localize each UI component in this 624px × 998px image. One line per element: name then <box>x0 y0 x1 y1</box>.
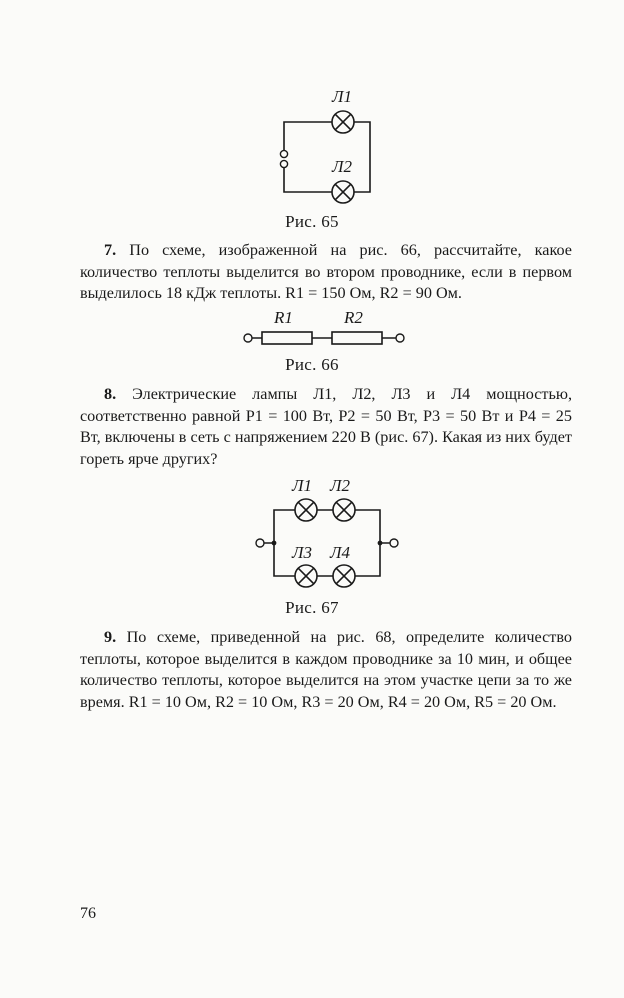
fig67-lamp4-label: Л4 <box>330 543 351 562</box>
fig67-lamp3-label: Л3 <box>292 543 313 562</box>
problem-9 <box>80 627 572 713</box>
problem-9-text: По схеме, приведенной на рис. 68, определите количество теплоты, которое выделится в каждом проводнике за 10 мин, и общее количество теплоты, которое выделится на этом участке цепи за то же время. R1 = 10 Ом, R2 = 10 Ом, R3 = 20 Ом, R4 = 20 Ом, R5 = 20 Ом. <box>80 628 573 711</box>
fig66-r1-label: R1 <box>274 308 293 327</box>
problem-7 <box>80 240 572 305</box>
fig66-resistor-r2 <box>332 332 382 344</box>
figure-67-caption: Рис. 67 <box>285 598 339 617</box>
fig67-lamp2-icon <box>333 499 355 521</box>
fig67-lamp3-icon <box>295 565 317 587</box>
fig66-r2-label: R2 <box>344 308 363 327</box>
page-number: 76 <box>80 905 96 922</box>
fig67-terminal-right <box>390 539 398 547</box>
fig66-resistor-r1 <box>262 332 312 344</box>
fig66-terminal-left <box>244 334 252 342</box>
fig65-lamp2-label: Л2 <box>332 157 353 176</box>
fig65-lamp1-label: Л1 <box>332 87 353 106</box>
figure-65-diagram <box>270 84 390 209</box>
figure-67-diagram <box>252 474 402 594</box>
problem-8-number: 8. <box>104 385 117 403</box>
fig67-terminal-left <box>256 539 264 547</box>
problem-8 <box>80 384 572 470</box>
fig65-lamp1-icon <box>332 111 354 133</box>
fig67-lamp4-icon <box>333 565 355 587</box>
fig67-junction-right <box>378 541 383 546</box>
fig67-lamp1-label: Л1 <box>292 476 313 495</box>
fig67-lamp2-label: Л2 <box>330 476 351 495</box>
figure-66-caption: Рис. 66 <box>285 355 339 374</box>
fig65-lamp2-icon <box>332 181 354 203</box>
fig65-terminal-top <box>280 150 287 157</box>
problem-9-number: 9. <box>104 628 117 646</box>
fig66-terminal-right <box>396 334 404 342</box>
figure-65-caption: Рис. 65 <box>285 212 339 231</box>
problem-8-text: Электрические лампы Л1, Л2, Л3 и Л4 мощностью, соответственно равной P1 = 100 Вт, P2 = 50 Вт, P3 = 50 Вт и P4 = 25 Вт, включены в сеть с напряжением 220 В (рис. 67). Какая из них будет гореть ярче других? <box>80 385 572 468</box>
fig67-lamp1-icon <box>295 499 317 521</box>
fig67-junction-left <box>272 541 277 546</box>
fig65-terminal-bottom <box>280 160 287 167</box>
problem-7-text: По схеме, изображенной на рис. 66, рассчитайте, какое количество теплоты выделится во втором проводнике, если в первом выделилось 18 кДж теплоты. R1 = 150 Ом, R2 = 90 Ом. <box>80 241 572 303</box>
figure-66-diagram <box>238 306 414 352</box>
problem-7-number: 7. <box>104 241 117 259</box>
